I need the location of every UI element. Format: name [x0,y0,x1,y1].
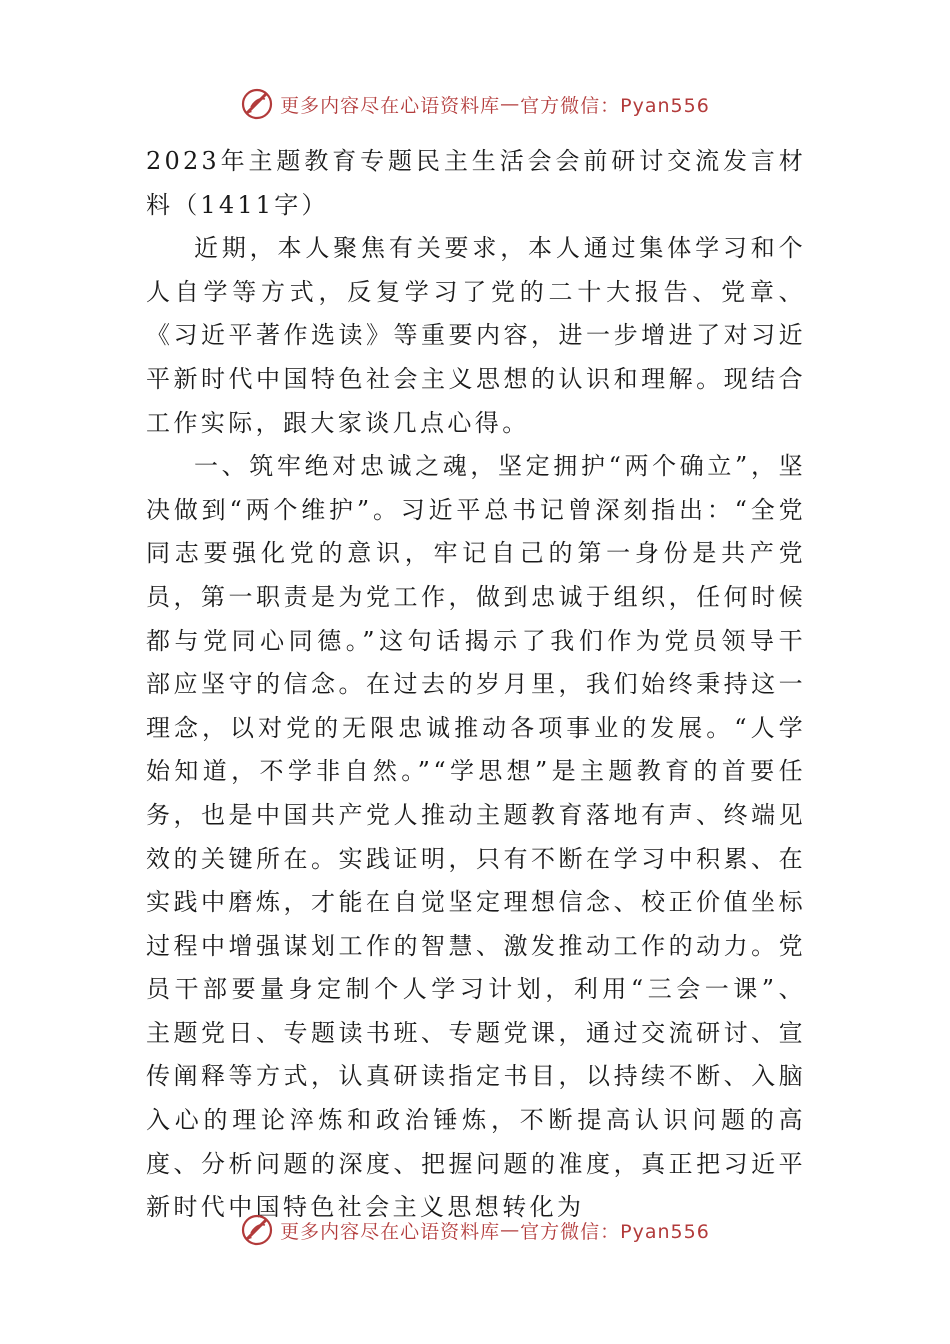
paragraph-section-one: 一、筑牢绝对忠诚之魂，坚定拥护“两个确立”，坚决做到“两个维护”。习近平总书记曾深刻指出：“全党同志要强化党的意识，牢记自己的第一身份是共产党员，第一职责是为党工作，做到忠诚于组织，任何时候都与党同心同德。”这句话揭示了我们作为党员领导干部应坚守的信念。在过去的岁月里，我们始终秉持这一理念，以对党的无限忠诚推动各项事业的发展。“人学始知道，不学非自然。”“学思想”是主题教育的首要任务，也是中国共产党人推动主题教育落地有声、终端见效的关键所在。实践证明，只有不断在学习中积累、在实践中磨炼，才能在自觉坚定理想信念、校正价值坐标过程中增强谋划工作的智慧、激发推动工作的动力。党员干部要量身定制个人学习计划，利用“三会一课”、主题党日、专题读书班、专题党课，通过交流研讨、宣传阐释等方式，认真研读指定书目，以持续不断、入脑入心的理论淬炼和政治锤炼，不断提高认识问题的高度、分析问题的深度、把握问题的准度，真正把习近平新时代中国特色社会主义思想转化为 [146,452,806,1222]
paragraph-intro: 近期，本人聚焦有关要求，本人通过集体学习和个人自学等方式，反复学习了党的二十大报告、党章、《习近平著作选读》等重要内容，进一步增进了对习近平新时代中国特色社会主义思想的认识和理解。现结合工作实际，跟大家谈几点心得。 [146,234,806,437]
brand-text: 更多内容尽在心语资料库 [280,1220,501,1243]
header-watermark-banner [0,84,950,124]
banner-separator: — [500,93,521,115]
pen-circle-logo-icon [240,1213,274,1247]
banner-separator: — [500,1219,521,1241]
document-title: 2023年主题教育专题民主生活会会前研讨交流发言材料（1411字） [146,147,806,219]
wechat-id-text: 官方微信：Pyan556 [520,94,710,117]
document-body [146,140,806,1230]
footer-watermark-banner [0,1210,950,1250]
wechat-id-text: 官方微信：Pyan556 [520,1220,710,1243]
brand-text: 更多内容尽在心语资料库 [280,94,501,117]
pen-circle-logo-icon [240,87,274,121]
